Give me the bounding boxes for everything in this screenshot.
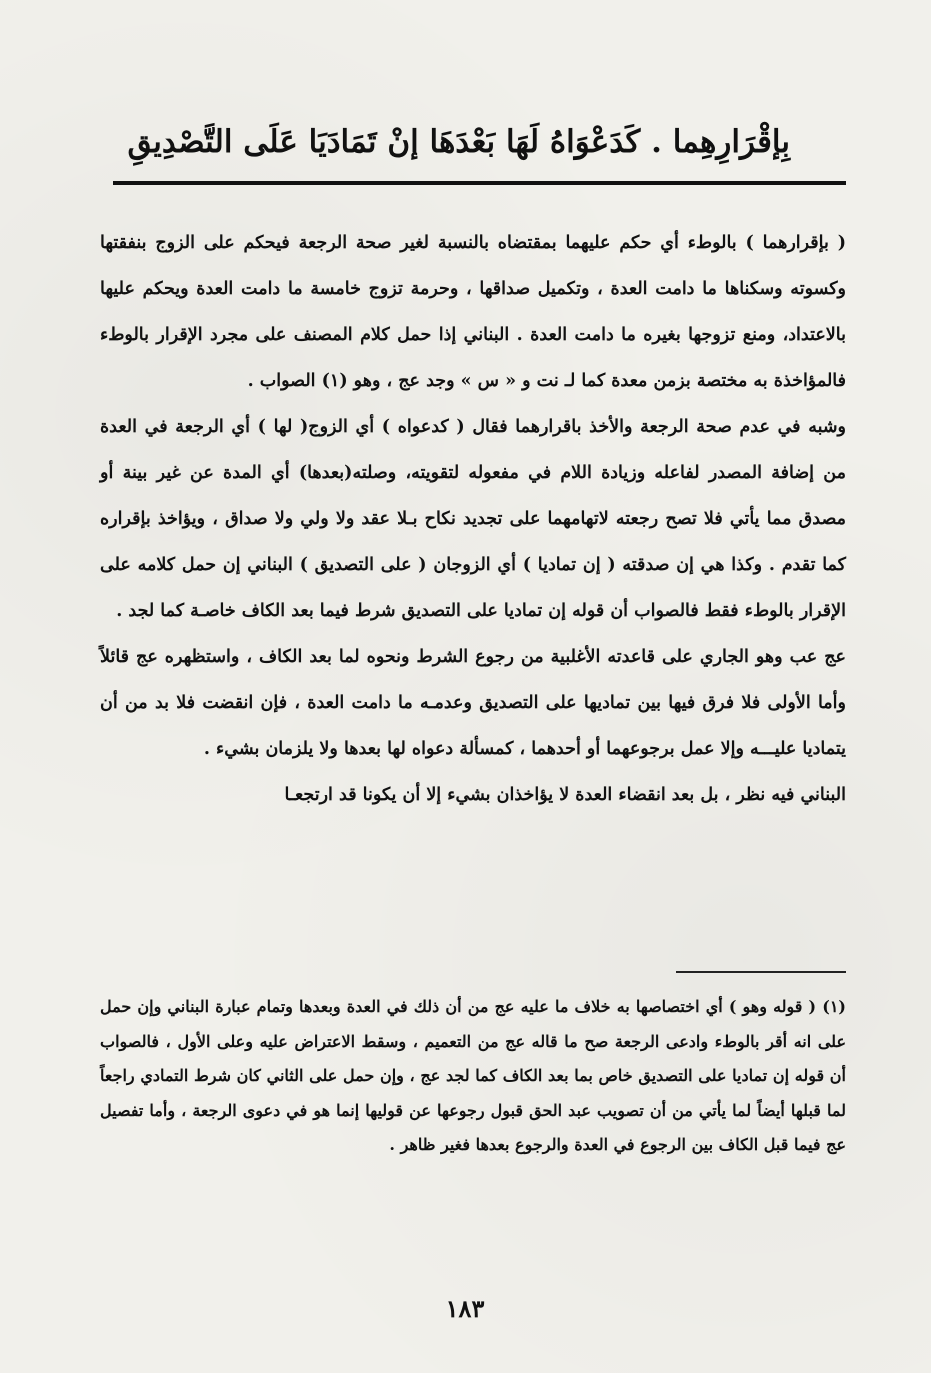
paragraph: وشبه في عدم صحة الرجعة والأخذ باقرارهما فقال ( كدعواه ) أي الزوج( لها ) أي الرجعة في العدة من إضافة المصدر لفاعله وزيادة اللام في مفعوله لتقويته، وصلته(بعدها) أي المدة عن غير بينة أو مصدق مما يأتي فلا تصح رجعته لاتهامهما على تجديد نكاح بـلا عقد ولا ولي ولا صداق ، ويؤاخذ بإقراره كما تقدم . وكذا هي إن صدقته ( إن تماديا ) أي الزوجان ( على التصديق ) البناني إن حمل كلامه على الإقرار بالوطء فقط فالصواب أن قوله إن تماديا على التصديق شرط فيما بعد الكاف خاصـة كما لجد . — [100, 417, 846, 621]
paragraph: ( بإقرارهما ) بالوطء أي حكم عليهما بمقتضاه بالنسبة لغير صحة الرجعة فيحكم على الزوج بنفقتها وكسوته وسكناها ما دامت العدة ، وتكميل صداقها ، وحرمة تزوج خامسة ما دامت العدة ويحكم عليها بالاعتداد، ومنع تزوجها بغيره ما دامت العدة . البناني إذا حمل كلام المصنف على مجرد الإقرار بالوطء فالمؤاخذة به مختصة بزمن معدة كما لـ نت و « س » وجد عج ، وهو (١) الصواب . — [100, 233, 846, 391]
page-number: ١٨٣ — [445, 1294, 485, 1323]
footnotes — [100, 990, 846, 1163]
paragraph: البناني فيه نظر ، بل بعد انقضاء العدة لا يؤاخذان بشيء إلا أن يكونا قد ارتجعـا — [284, 785, 846, 805]
paragraph: عج عب وهو الجاري على قاعدته الأغلبية من رجوع الشرط ونحوه لما بعد الكاف ، واستظهره عج قائلاً وأما الأولى فلا فرق فيها بين تماديها على التصديق وعدمـه ما دامت العدة ، فإن انقضت فلا بد من أن يتماديا عليـــه وإلا عمل برجوعهما أو أحدهما ، كمسألة دعواه لها بعدها ولا يلزمان بشيء . — [100, 647, 846, 759]
heading-rule — [113, 181, 846, 185]
footnote-separator — [676, 971, 846, 973]
main-text — [100, 220, 846, 818]
footnote: (١) ( قوله وهو ) أي اختصاصها به خلاف ما عليه عج من أن ذلك في العدة وبعدها وتمام عبارة البناني وإن حمل على انه أقر بالوطء وادعى الرجعة صح ما قاله عج من التعميم ، وسقط الاعتراض عليه وعلى الأول ، فالصواب أن قوله إن تماديا على التصديق خاص بما بعد الكاف كما لجد عج ، وإن حمل على الثاني كان شرط التمادي راجعاً لما قبلها أيضاً لما يأتي من أن تصويب عبد الحق قبول رجوعها عن قوليها إنما هو في دعوى الرجعة ، وأما تفصيل عج فيما قبل الكاف بين الرجوع في العدة والرجوع بعدها فغير ظاهر . — [100, 997, 847, 1154]
page-heading: بِإقْرَارِهِما . كَدَعْوَاهُ لَهَا بَعْدَهَا إنْ تَمَادَيَا عَلَى التَّصْدِيقِ — [127, 124, 790, 160]
